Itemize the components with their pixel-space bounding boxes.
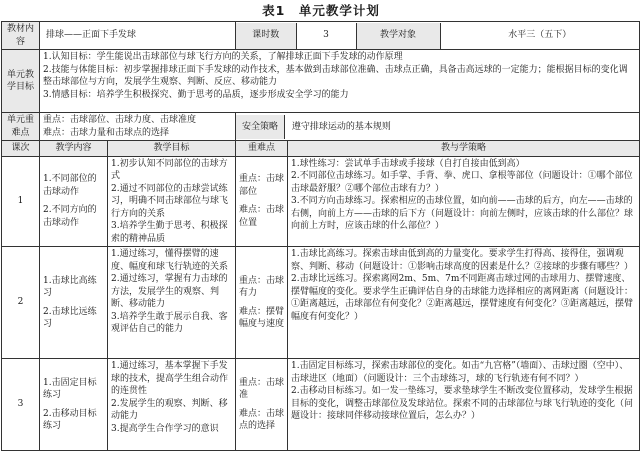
lesson-number: 1: [2, 156, 40, 247]
strategy-item: 2.击球比远练习。探索离网2m、5m、7m不同距离击球过网的击球用力、摆臂速度、摆臂幅度的变化。要求学生正确评估自身的击球能力选择相应的离网距离（问题设计：①距离越远，击球部位有何变化？②距离越远，摆臂速度有何变化？③距离越远，摆臂幅度有何变化？）: [291, 274, 634, 322]
content-item: 1.击球比高练习: [43, 275, 97, 298]
strategy-item: 3.不同方向击球练习。探索相应的击球位置，如向前——击球的后方，向左——击球的右侧，向前上方——击球的后下方（问题设计：向前左侧时，应该击球的什么部位？球向前上方时，应该击球的什么部位？）: [291, 196, 634, 231]
objective-item: 2.通过练习，掌握有力击球的方法，发展学生的观察、判断、移动能力: [111, 274, 228, 309]
lesson-keypoints: [236, 247, 288, 359]
col-objective: 教学目标: [108, 141, 236, 157]
goal-line: 2.技能与体能目标：初步掌握排球正面下手发球的动作技术，基本做到击球部位准确、击球点正确，具备击高远球的一定能力；能根据目标的变化调整击球部位与方向，发展学生观察、判断、反应、移动能力: [43, 64, 628, 87]
goals-label: 单元教学目标: [2, 50, 40, 113]
focus-line: 难点：击球力量和击球点的选择: [43, 127, 170, 138]
content-item: 2.不同方向的击球动作: [43, 205, 97, 228]
lesson-content: [40, 247, 108, 359]
header-rest: [236, 22, 640, 50]
keypoint-item: 难点：击球点的选择: [239, 408, 285, 431]
objective-item: 2.发展学生的观察、判断、移动能力: [111, 398, 228, 421]
strategy-item: 1.击固定目标练习，探索击球部位的变化。如击“九宫格”（墙面）、击球过圈（空中）、击球进区（地面）（问题设计：三个击球练习，球的飞行轨迹有何不同？）: [291, 361, 629, 384]
table-row: [2, 247, 640, 359]
unit-plan-table: [1, 21, 640, 451]
lesson-number: 2: [2, 247, 40, 359]
lesson-number: 3: [2, 359, 40, 451]
objective-item: 2.通过不同部位的击球尝试练习，明确不同击球部位与球飞行方向的关系: [111, 183, 229, 219]
focus-line: 重点：击球部位、击球力度、击球准度: [43, 115, 197, 125]
goal-line: 1.认知目标：学生能说出击球部位与球飞行方向的关系，了解排球正面下手发球的动作原理: [43, 52, 403, 62]
content-item: 2.击球比远练习: [43, 306, 97, 329]
table-title: 表1 单元教学计划: [262, 3, 380, 18]
lesson-objective: [108, 359, 236, 451]
table-row: [2, 359, 640, 451]
lesson-keypoints: [236, 156, 288, 247]
lesson-strategy: [288, 156, 640, 247]
lesson-objective: [108, 156, 236, 247]
hours-value: 3: [296, 23, 356, 49]
objective-item: 1.通过练习，懂得摆臂的速度、幅度和球飞行轨迹的关系: [111, 249, 229, 272]
content-item: 2.击移动目标练习: [43, 408, 97, 431]
focus-text: [40, 113, 236, 141]
col-content: 教学内容: [40, 141, 108, 157]
objective-item: 1.初步认知不同部位的击球方式: [111, 158, 228, 181]
lesson-objective: [108, 247, 236, 359]
keypoint-item: 难点：击球位置: [239, 205, 285, 228]
focus-label: 单元重难点: [2, 113, 40, 141]
lesson-strategy: [288, 247, 640, 359]
strategy-item: 1.击球比高练习。探索击球由低到高的力量变化。要求学生打得高、接得住，强调观察、判断、移动（问题设计：①影响击球高度的因素是什么？②接球的步骤有哪些？）: [291, 249, 634, 272]
audience-label: 教学对象: [356, 23, 440, 49]
lesson-keypoints: [236, 359, 288, 451]
strategy-item: 2.不同部位击球练习。如手掌、手背、拳、虎口、拿根等部位（问题设计：①哪个部位击球最舒服？②哪个部位击球有力？）: [291, 171, 633, 194]
objective-item: 3.提高学生合作学习的意识: [111, 423, 219, 434]
lesson-strategy: [288, 359, 640, 451]
audience-value: 水平三（五下）: [440, 23, 639, 49]
lesson-content: [40, 156, 108, 247]
lesson-content: [40, 359, 108, 451]
safety-value: 遵守排球运动的基本规则: [291, 121, 391, 132]
objective-item: 3.培养学生敢于展示自我、客观评估自己的能力: [111, 311, 228, 334]
col-lesson: 课次: [2, 141, 40, 157]
content-item: 1.不同部位的击球动作: [43, 174, 97, 197]
safety-cell: [236, 113, 640, 141]
keypoint-item: 重点：击球有力: [239, 275, 285, 298]
goals-text: [40, 50, 640, 113]
strategy-item: 1.球性练习：尝试单手击球或手接球（自打自接由低到高）: [291, 158, 525, 169]
content-value: 排球——正面下手发球: [40, 22, 236, 50]
content-label: 教材内容: [2, 22, 40, 50]
strategy-item: 2.击移动目标练习。如一发一垫练习，要求垫球学生不断改变位置移动，发球学生根据目标的变化，调整击球部位及发球站位。探索不同的击球部位与球飞行轨迹的变化（问题设计：接球同伴移动接球位置后，怎么办？）: [291, 386, 634, 421]
safety-label: 安全策略: [236, 115, 285, 139]
table-row: [2, 156, 640, 247]
keypoint-item: 重点：击球部位: [239, 174, 285, 197]
content-item: 1.击固定目标练习: [43, 377, 97, 400]
keypoint-item: 难点：摆臂幅度与速度: [239, 306, 285, 329]
col-strategy: 教与学策略: [288, 141, 640, 157]
objective-item: 1.通过练习，基本掌握下手发球的技术，提高学生组合动作的连贯性: [111, 361, 229, 396]
objective-item: 3.培养学生勤于思考、积极探索的精神品质: [111, 221, 228, 244]
goal-line: 3.情感目标：培养学生积极探究、勤于思考的品质，逐步形成安全学习的能力: [43, 89, 349, 100]
keypoint-item: 重点：击球准: [239, 377, 285, 400]
col-keypoints: 重难点: [236, 141, 288, 157]
hours-label: 课时数: [236, 23, 296, 49]
